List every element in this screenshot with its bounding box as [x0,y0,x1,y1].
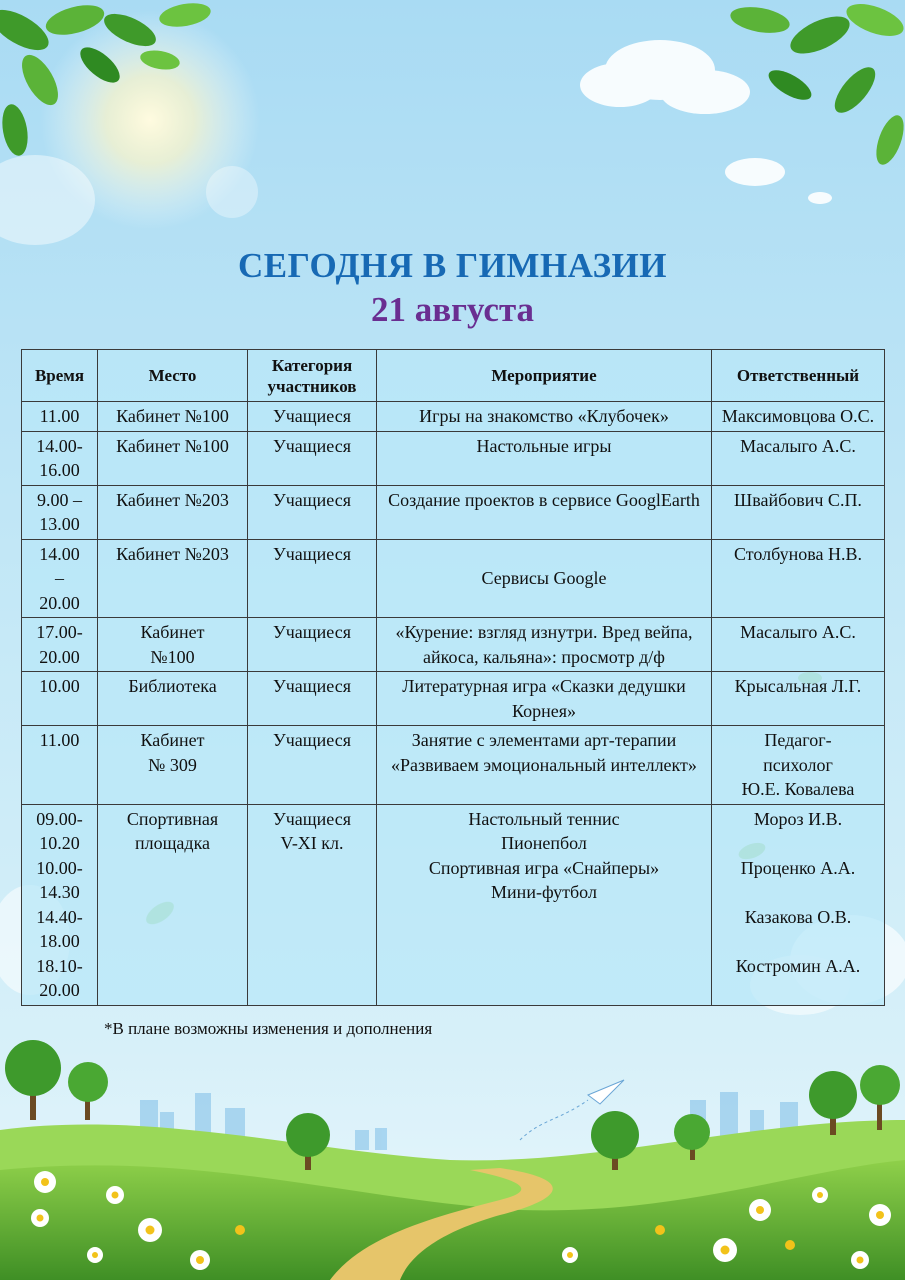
column-header-category: Категория участников [248,350,377,402]
column-header-place: Место [98,350,248,402]
table-header-row [22,350,885,402]
cell-responsible: Максимовцова О.С. [712,402,885,432]
cell-place: Кабинет №203 [98,539,248,618]
cell-place: Кабинет №203 [98,485,248,539]
column-header-time: Время [22,350,98,402]
schedule-table [21,349,885,1006]
cell-time: 17.00- 20.00 [22,618,98,672]
cell-category: Учащиеся [248,539,377,618]
cell-event: Сервисы Google [377,539,712,618]
cell-category: Учащиеся [248,726,377,805]
cell-event: Настольный теннис Пионепбол Спортивная игра «Снайперы» Мини-футбол [377,804,712,1005]
cell-place: Кабинет № 309 [98,726,248,805]
cell-place: Библиотека [98,672,248,726]
footnote: *В плане возможны изменения и дополнения [104,1019,433,1038]
table-row [22,726,885,805]
table-row [22,485,885,539]
cell-category: Учащиеся [248,402,377,432]
cell-category: Учащиеся [248,672,377,726]
cell-responsible: Масалыго А.С. [712,431,885,485]
cell-responsible: Столбунова Н.В. [712,539,885,618]
cell-category: Учащиеся V-XI кл. [248,804,377,1005]
cell-responsible: Крысальная Л.Г. [712,672,885,726]
cell-place: Кабинет №100 [98,431,248,485]
cell-event: Игры на знакомство «Клубочек» [377,402,712,432]
cell-category: Учащиеся [248,485,377,539]
cell-event: Настольные игры [377,431,712,485]
cell-time: 11.00 [22,726,98,805]
page-title: СЕГОДНЯ В ГИМНАЗИИ [238,246,667,285]
table-row [22,402,885,432]
cell-time: 10.00 [22,672,98,726]
cell-event: Создание проектов в сервисе GooglEarth [377,485,712,539]
cell-time: 9.00 – 13.00 [22,485,98,539]
cell-place: Кабинет №100 [98,618,248,672]
cell-responsible: Педагог- психолог Ю.Е. Ковалева [712,726,885,805]
cell-event: Литературная игра «Сказки дедушки Корнея» [377,672,712,726]
table-row [22,804,885,1005]
cell-time: 09.00- 10.20 10.00- 14.30 14.40- 18.00 18.10- 20.00 [22,804,98,1005]
page-date: 21 августа [370,290,535,329]
table-row [22,618,885,672]
cell-time: 14.00 – 20.00 [22,539,98,618]
column-header-event: Мероприятие [377,350,712,402]
column-header-responsible: Ответственный [712,350,885,402]
cell-responsible: Масалыго А.С. [712,618,885,672]
cell-time: 14.00- 16.00 [22,431,98,485]
table-row [22,672,885,726]
cell-place: Спортивная площадка [98,804,248,1005]
table-row [22,539,885,618]
cell-time: 11.00 [22,402,98,432]
cell-event: «Курение: взгляд изнутри. Вред вейпа, айкоса, кальяна»: просмотр д/ф [377,618,712,672]
cell-category: Учащиеся [248,431,377,485]
cell-event: Занятие с элементами арт-терапии «Развиваем эмоциональный интеллект» [377,726,712,805]
table-row [22,431,885,485]
cell-category: Учащиеся [248,618,377,672]
cell-responsible: Мороз И.В. Проценко А.А. Казакова О.В. Костромин А.А. [712,804,885,1005]
cell-responsible: Швайбович С.П. [712,485,885,539]
cell-place: Кабинет №100 [98,402,248,432]
